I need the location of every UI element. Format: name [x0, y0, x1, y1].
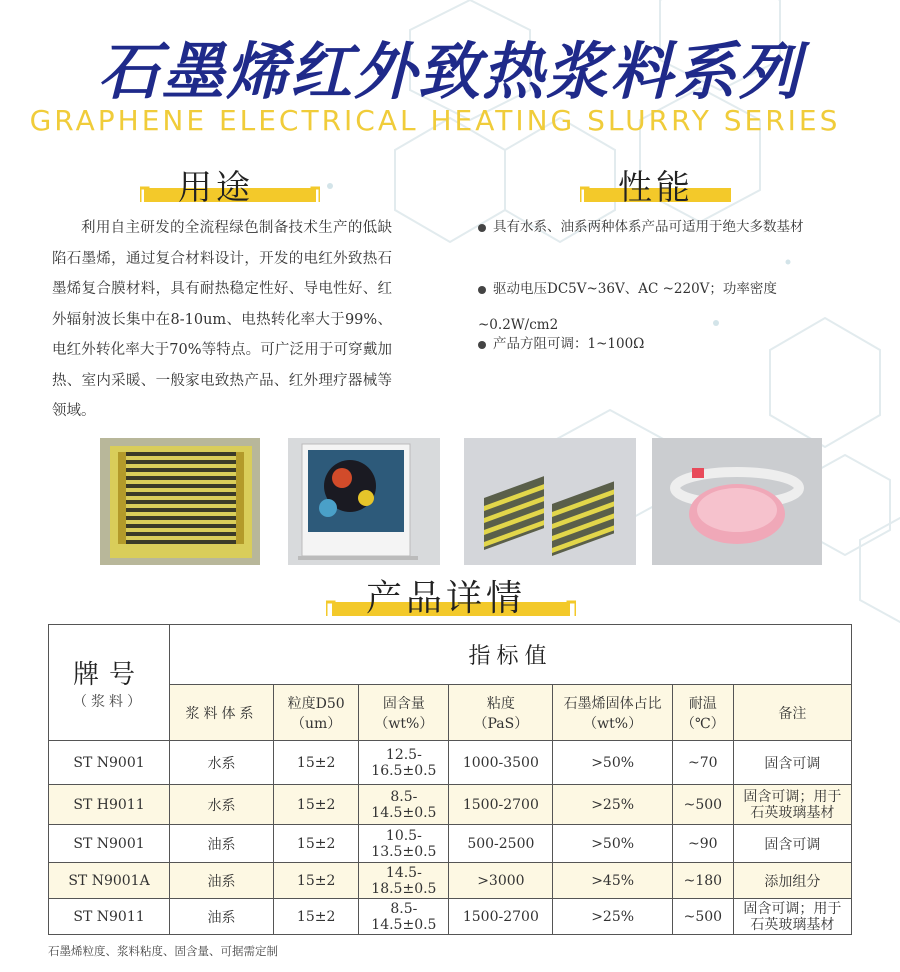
column-header: 固含量（wt%） — [359, 685, 449, 741]
table-row — [49, 785, 852, 825]
table-cell: ~70 — [672, 741, 733, 785]
table-cell: >25% — [553, 899, 673, 935]
table-cell: >50% — [553, 825, 673, 863]
table-cell: 1000-3500 — [449, 741, 553, 785]
table-row — [49, 863, 852, 899]
table-cell: ST H9011 — [49, 785, 170, 825]
column-header: 石墨烯固体占比（wt%） — [553, 685, 673, 741]
table-cell: 8.5-14.5±0.5 — [359, 899, 449, 935]
column-header: 浆料体系 — [170, 685, 274, 741]
performance-item: 驱动电压DC5V~36V、AC ~220V；功率密度~0.2W/cm2 — [478, 281, 777, 333]
table-cell: 10.5-13.5±0.5 — [359, 825, 449, 863]
bullet-icon — [478, 341, 486, 349]
details-heading — [326, 570, 576, 624]
page-subtitle: GRAPHENE ELECTRICAL HEATING SLURRY SERIES — [29, 104, 841, 137]
page-title: 石墨烯红外致热浆料系列 — [97, 35, 802, 108]
index-header: 指标值 — [170, 625, 852, 685]
photo-heating-panel — [288, 438, 440, 565]
table-cell: 水系 — [170, 741, 274, 785]
column-header: 耐温（℃） — [672, 685, 733, 741]
table-cell: 15±2 — [273, 863, 358, 899]
table-cell: 油系 — [170, 825, 274, 863]
performance-heading — [580, 160, 735, 210]
brand-header: 牌号 — [73, 660, 146, 690]
photo-heating-film — [100, 438, 260, 565]
table-cell: >3000 — [449, 863, 553, 899]
table-cell: ~500 — [672, 899, 733, 935]
column-header: 粘度（PaS） — [449, 685, 553, 741]
details-heading-text: 产品详情 — [366, 578, 527, 619]
table-row — [49, 825, 852, 863]
table-cell: 水系 — [170, 785, 274, 825]
table-cell: ST N9001 — [49, 825, 170, 863]
table-cell: 8.5-14.5±0.5 — [359, 785, 449, 825]
table-cell: 15±2 — [273, 899, 358, 935]
column-header: 粒度D50（um） — [273, 685, 358, 741]
table-cell: 1500-2700 — [449, 785, 553, 825]
product-table — [48, 624, 852, 935]
column-header-row — [49, 685, 852, 741]
table-cell: 12.5-16.5±0.5 — [359, 741, 449, 785]
brand-subheader: （浆料） — [73, 694, 146, 710]
performance-item: 产品方阻可调：1~100Ω — [478, 330, 838, 358]
table-cell: ~180 — [672, 863, 733, 899]
table-cell: 固含可调；用于石英玻璃基材 — [733, 899, 851, 935]
table-cell: 添加组分 — [733, 863, 851, 899]
table-cell: >50% — [553, 741, 673, 785]
table-cell: 固含可调；用于石英玻璃基材 — [733, 785, 851, 825]
table-cell: 15±2 — [273, 825, 358, 863]
table-row — [49, 899, 852, 935]
footnote: 石墨烯粒度、浆料粘度、固含量、可据需定制 — [48, 944, 278, 958]
table-cell: 固含可调 — [733, 825, 851, 863]
table-cell: ST N9001 — [49, 741, 170, 785]
table-cell: >25% — [553, 785, 673, 825]
table-cell: 500-2500 — [449, 825, 553, 863]
table-row — [49, 741, 852, 785]
performance-heading-text: 性能 — [618, 168, 694, 208]
table-cell: 15±2 — [273, 741, 358, 785]
table-cell: 固含可调 — [733, 741, 851, 785]
table-cell: 油系 — [170, 863, 274, 899]
table-cell: 1500-2700 — [449, 899, 553, 935]
bullet-icon — [478, 286, 486, 294]
table-cell: ~500 — [672, 785, 733, 825]
table-cell: 油系 — [170, 899, 274, 935]
table-cell: ST N9011 — [49, 899, 170, 935]
table-cell: ~90 — [672, 825, 733, 863]
brand-header-cell — [49, 625, 170, 741]
photo-film-samples — [464, 438, 636, 565]
table-cell: 14.5-18.5±0.5 — [359, 863, 449, 899]
usage-heading-text: 用途 — [178, 168, 254, 208]
bullet-icon — [478, 224, 486, 232]
usage-heading — [140, 160, 320, 210]
photo-heating-band — [652, 438, 822, 565]
table-cell: >45% — [553, 863, 673, 899]
column-header: 备注 — [733, 685, 851, 741]
table-cell: ST N9001A — [49, 863, 170, 899]
table-cell: 15±2 — [273, 785, 358, 825]
performance-item: 具有水系、油系两种体系产品可适用于绝大多数基材 — [478, 213, 838, 241]
usage-paragraph: 利用自主研发的全流程绿色制备技术生产的低缺陷石墨烯，通过复合材料设计，开发的电红外致热石墨烯复合膜材料，具有耐热稳定性好、导电性好、红外辐射波长集中在8-10um、电热转化率大于99%、电红外转化率大于70%等特点。可广泛用于可穿戴加热、室内采暖、一般家电致热产品、红外理疗器械等领域。 — [52, 220, 392, 419]
